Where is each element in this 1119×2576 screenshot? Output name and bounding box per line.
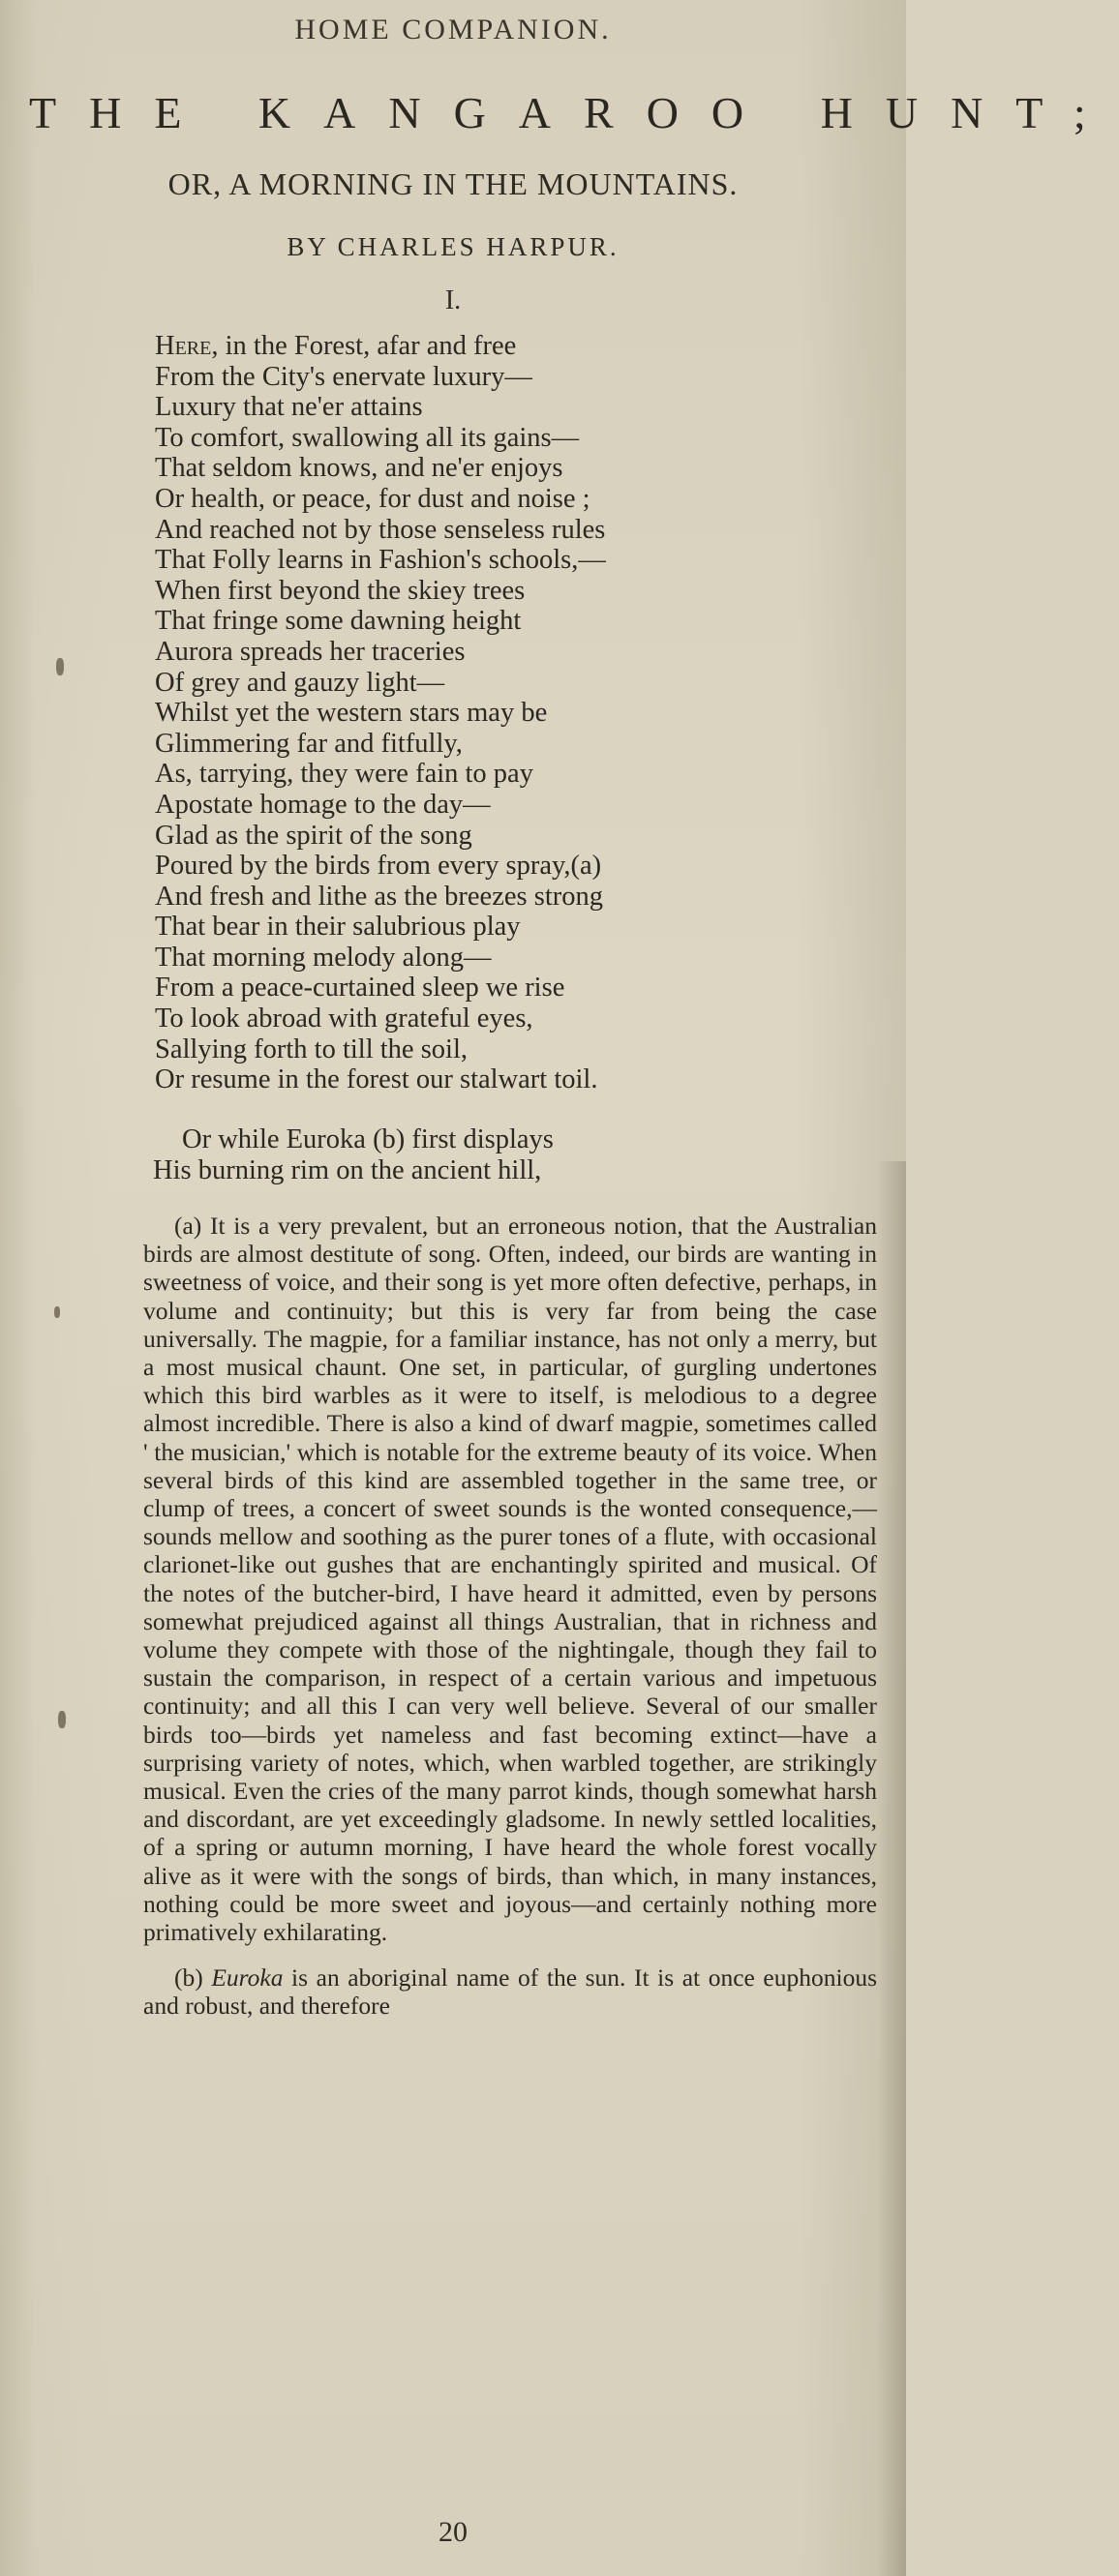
footnote-b-label: (b) bbox=[174, 1963, 203, 1992]
verse-line: Poured by the birds from every spray,(a) bbox=[155, 851, 602, 882]
ink-blot-mark bbox=[54, 1306, 60, 1318]
verse-line: His burning rim on the ancient hill, bbox=[153, 1155, 542, 1185]
verse-line: And fresh and lithe as the breezes strong bbox=[155, 881, 603, 912]
verse-line: From a peace-curtained sleep we rise bbox=[155, 973, 565, 1003]
verse-line: Or while Euroka (b) first displays bbox=[182, 1124, 554, 1154]
footnote-b bbox=[143, 1963, 877, 2020]
verse-line: Whilst yet the western stars may be bbox=[155, 698, 548, 729]
verse-line: That bear in their salubrious play bbox=[155, 912, 521, 943]
verse-line: Or resume in the forest our stalwart toil. bbox=[155, 1064, 598, 1095]
verse-line: Sallying forth to till the soil, bbox=[155, 1033, 468, 1064]
verse-line: That morning melody along— bbox=[155, 942, 492, 973]
verse-first-word: Here bbox=[155, 331, 212, 361]
verse-line: From the City's enervate luxury— bbox=[155, 361, 532, 392]
footnote-a: (a) It is a very prevalent, but an erroneous notion, that the Australian birds are almost destitute of song. Often, indeed, our birds are wanting in sweetness of voice, and their song is yet more often defective, perhaps, in volume and continuity; but this is very far from being the case universally. The magpie, for a familiar instance, has not only a merry, but a most musical chaunt. One set, in particular, of gurgling undertones which this bird warbles as it were to itself, is melodious to a degree almost incredible. There is also a kind of dwarf magpie, sometimes called ' the musician,' which is notable for the extreme beauty of its voice. When several birds of this kind are assembled together in the same tree, or clump of trees, a concert of sweet sounds is the wonted consequence,—sounds mellow and soothing as the purer tones of a flute, with occasional clarionet-like out gushes that are enchantingly spirited and musical. Of the notes of the butcher-bird, I have heard it admitted, even by persons somewhat prejudiced against all things Australian, that in richness and volume they compete with those of the nightingale, though they fail to sustain the comparison, in respect of a certain various and impetuous continuity; and all this I can very well believe. Several of our smaller birds too—birds yet nameless and fast becoming extinct—have a surprising variety of notes, which, when warbled together, are strikingly musical. Even the cries of the many parrot kinds, though somewhat harsh and discordant, are yet exceedingly gladsome. In newly settled localities, of a spring or autumn morning, I have heard the whole forest vocally alive as it were with the songs of birds, than which, in many instances, nothing could be more sweet and joyous—and certainly nothing more primatively exhilarating. bbox=[143, 1212, 877, 1947]
section-numeral: I. bbox=[444, 285, 462, 315]
verse-line: Apostate homage to the day— bbox=[155, 789, 491, 820]
verse-stanza-2 bbox=[153, 1124, 850, 1186]
verse-line: Glimmering far and fitfully, bbox=[155, 728, 463, 759]
verse-line: And reached not by those senseless rules bbox=[155, 514, 606, 545]
page-number: 20 bbox=[439, 2516, 468, 2548]
author-byline: BY CHARLES HARPUR. bbox=[287, 232, 620, 261]
ink-blot-mark bbox=[58, 1711, 66, 1728]
ink-blot-mark bbox=[56, 658, 64, 675]
verse-line: To comfort, swallowing all its gains— bbox=[155, 422, 580, 453]
verse-first-line-rest: , in the Forest, afar and free bbox=[211, 331, 517, 361]
poem-subtitle: OR, A MORNING IN THE MOUNTAINS. bbox=[167, 166, 739, 201]
verse-line: Of grey and gauzy light— bbox=[155, 667, 445, 698]
verse-line: That seldom knows, and ne'er enjoys bbox=[155, 453, 563, 484]
page-fold-shadow bbox=[877, 1161, 906, 2576]
verse-line: To look abroad with grateful eyes, bbox=[155, 1003, 533, 1034]
verse-line: That fringe some dawning height bbox=[155, 606, 522, 637]
verse-line: Luxury that ne'er attains bbox=[155, 392, 423, 423]
verse-line: When first beyond the skiey trees bbox=[155, 575, 526, 606]
verse-line: As, tarrying, they were fain to pay bbox=[155, 759, 533, 790]
verse-line: Or health, or peace, for dust and noise ; bbox=[155, 483, 590, 514]
verse-line: Aurora spreads her traceries bbox=[155, 636, 466, 667]
footnotes bbox=[143, 1212, 877, 2021]
verse-line bbox=[155, 331, 852, 362]
running-head: HOME COMPANION. bbox=[294, 14, 612, 45]
footnote-b-term: Euroka bbox=[211, 1963, 284, 1992]
footnote-b-text: is an aboriginal name of the sun. It is at once euphonious and robust, and therefore bbox=[143, 1963, 878, 2021]
verse-line: Glad as the spirit of the song bbox=[155, 820, 472, 851]
poem-title: THE KANGAROO HUNT; bbox=[29, 88, 1119, 137]
verse-stanza-1 bbox=[155, 331, 852, 1095]
verse-line: That Folly learns in Fashion's schools,— bbox=[155, 545, 606, 576]
